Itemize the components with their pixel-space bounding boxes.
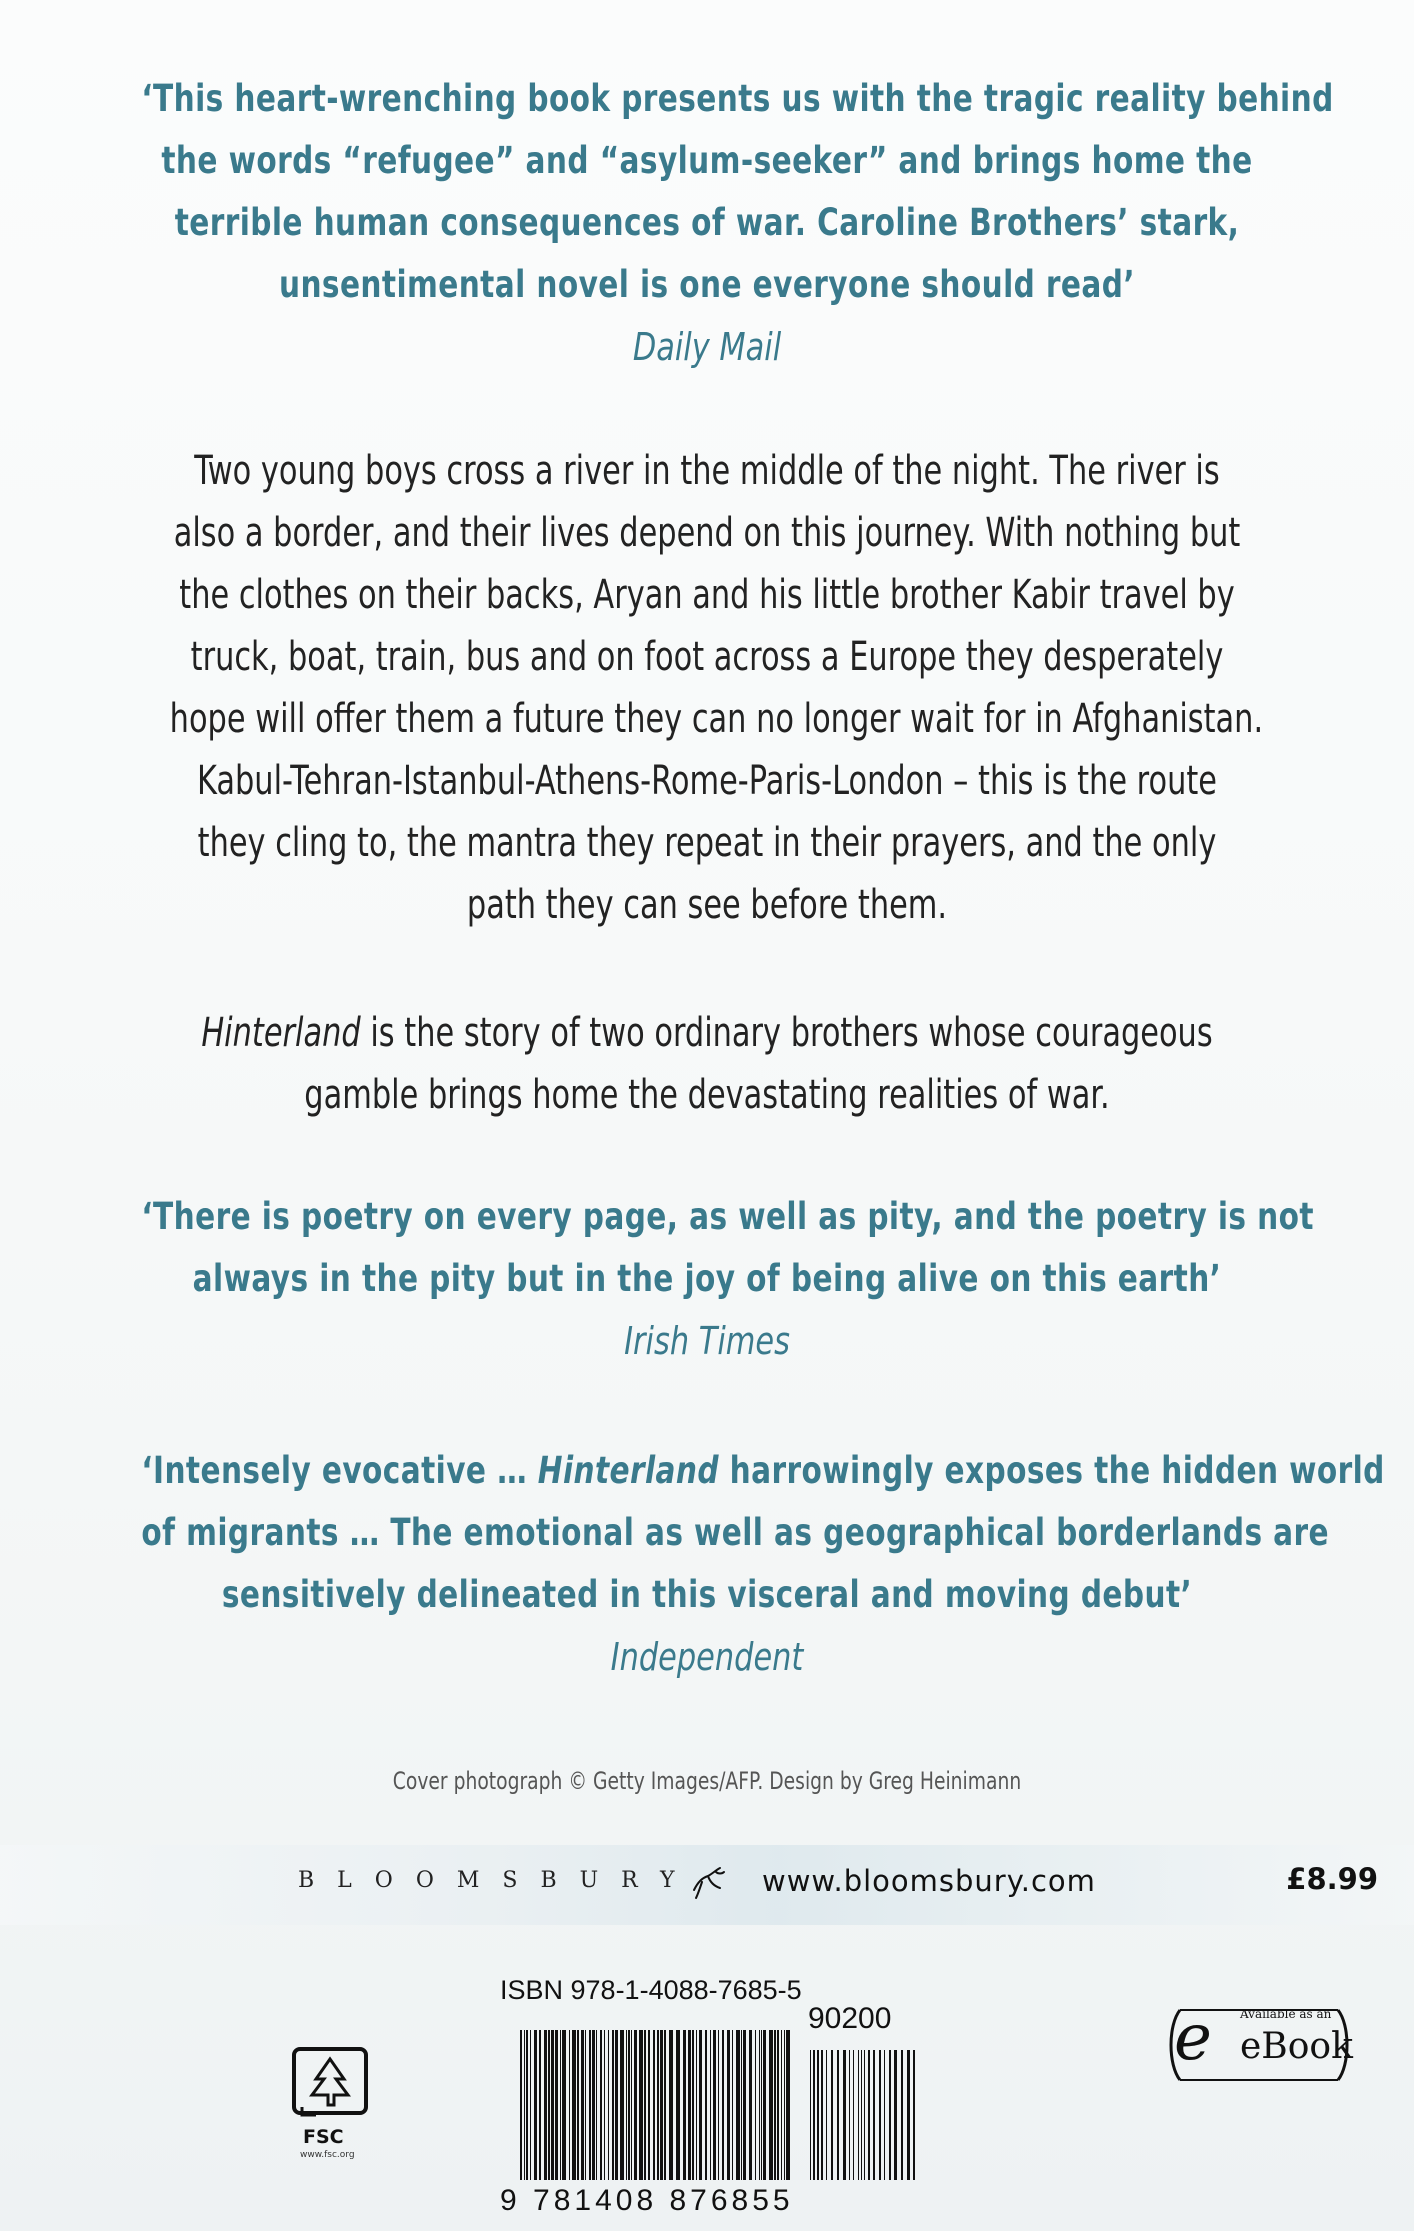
quote-source: Independent bbox=[610, 1635, 804, 1679]
barcode-bar bbox=[544, 2030, 547, 2180]
barcode-bar bbox=[683, 2030, 686, 2180]
barcode-bar bbox=[761, 2030, 762, 2180]
quote-text-part: ‘Intensely evocative … bbox=[141, 1449, 538, 1492]
barcode-bar bbox=[577, 2030, 579, 2180]
quote-independent bbox=[0, 1440, 1414, 1688]
barcode-bar bbox=[718, 2030, 719, 2180]
quote-line: unsentimental novel is one everyone should read’ bbox=[278, 263, 1135, 306]
barcode-bar bbox=[524, 2030, 525, 2180]
book-title: Hinterland bbox=[201, 1010, 361, 1056]
barcode-addon-bar bbox=[913, 2050, 915, 2180]
bloomsbury-dog-icon bbox=[688, 1862, 728, 1902]
barcode bbox=[520, 2010, 920, 2210]
story-paragraph bbox=[0, 1002, 1414, 1126]
book-title: Hinterland bbox=[537, 1449, 719, 1492]
barcode-bar bbox=[555, 2030, 558, 2180]
barcode-addon-bar bbox=[831, 2050, 833, 2180]
barcode-bar bbox=[705, 2030, 707, 2180]
quote-line: ‘There is poetry on every page, as well as pity, and the poetry is not bbox=[141, 1195, 1314, 1238]
blurb-line: path they can see before them. bbox=[466, 882, 948, 928]
barcode-addon-bar bbox=[853, 2050, 854, 2180]
quote-irish-times bbox=[0, 1186, 1414, 1372]
barcode-bar bbox=[639, 2030, 643, 2180]
barcode-bar bbox=[657, 2030, 659, 2180]
story-line: gamble brings home the devastating realities of war. bbox=[304, 1072, 1110, 1118]
barcode-bar bbox=[784, 2030, 785, 2180]
barcode-bar bbox=[551, 2030, 554, 2180]
publisher-website: www.bloomsbury.com bbox=[762, 1864, 1096, 1898]
barcode-addon-bar bbox=[868, 2050, 870, 2180]
barcode-bar bbox=[648, 2030, 650, 2180]
barcode-bar bbox=[669, 2030, 673, 2180]
barcode-addon: 90200 bbox=[808, 2002, 892, 2035]
barcode-addon-bar bbox=[813, 2050, 815, 2180]
cover-credit: Cover photograph © Getty Images/AFP. Design by Greg Heinimann bbox=[392, 1767, 1022, 1795]
barcode-bar bbox=[534, 2030, 537, 2180]
barcode-addon-bar bbox=[894, 2050, 897, 2180]
barcode-addon-bar bbox=[826, 2050, 827, 2180]
barcode-bar bbox=[600, 2030, 602, 2180]
barcode-bar bbox=[562, 2030, 566, 2180]
barcode-bar bbox=[664, 2030, 666, 2180]
quote-text-part: harrowingly exposes the hidden world bbox=[718, 1449, 1385, 1492]
barcode-bar bbox=[560, 2030, 561, 2180]
barcode-bar bbox=[769, 2030, 773, 2180]
ebook-word: eBook bbox=[1240, 2026, 1353, 2067]
barcode-bar bbox=[710, 2030, 711, 2180]
barcode-bar bbox=[732, 2030, 733, 2180]
barcode-addon-bar bbox=[861, 2050, 862, 2180]
barcode-addon-bar bbox=[901, 2050, 903, 2180]
isbn: ISBN 978-1-4088-7685-5 bbox=[500, 1975, 802, 2005]
blurb-line: the clothes on their backs, Aryan and his little brother Kabir travel by bbox=[179, 572, 1235, 618]
barcode-bar bbox=[749, 2030, 752, 2180]
barcode-bar bbox=[781, 2030, 782, 2180]
barcode-bar bbox=[722, 2030, 724, 2180]
fsc-label: FSC bbox=[303, 2126, 344, 2148]
blurb bbox=[0, 440, 1414, 936]
quote-source: Daily Mail bbox=[632, 325, 782, 369]
barcode-bar bbox=[699, 2030, 702, 2180]
barcode-addon-bar bbox=[884, 2050, 885, 2180]
barcode-addon-bar bbox=[821, 2050, 823, 2180]
barcode-bar bbox=[727, 2030, 730, 2180]
barcode-bar bbox=[548, 2030, 550, 2180]
quote-line: always in the pity but in the joy of being alive on this earth’ bbox=[192, 1257, 1222, 1300]
barcode-bar bbox=[676, 2030, 680, 2180]
barcode-addon-bar bbox=[907, 2050, 910, 2180]
blurb-line: Kabul-Tehran-Istanbul-Athens-Rome-Paris-London – this is the route bbox=[196, 758, 1218, 804]
barcode-bar bbox=[763, 2030, 766, 2180]
barcode-bar bbox=[755, 2030, 756, 2180]
barcode-bar bbox=[713, 2030, 716, 2180]
barcode-addon-bar bbox=[843, 2050, 846, 2180]
barcode-addon-bar bbox=[873, 2050, 875, 2180]
barcode-bar bbox=[692, 2030, 694, 2180]
barcode-bar bbox=[569, 2030, 570, 2180]
publisher-name: BLOOMSBURY bbox=[298, 1868, 698, 1893]
barcode-addon-bar bbox=[879, 2050, 881, 2180]
quote-source: Irish Times bbox=[624, 1319, 790, 1363]
barcode-bar bbox=[626, 2030, 627, 2180]
quote-line: terrible human consequences of war. Caroline Brothers’ stark, bbox=[174, 201, 1240, 244]
barcode-bar bbox=[634, 2030, 637, 2180]
ebook-e-letter: e bbox=[1174, 2001, 1212, 2075]
barcode-bar bbox=[585, 2030, 586, 2180]
barcode-bar bbox=[660, 2030, 663, 2180]
barcode-bar bbox=[688, 2030, 691, 2180]
barcode-addon-bar bbox=[858, 2050, 859, 2180]
barcode-bar bbox=[631, 2030, 632, 2180]
quote-line: sensitively delineated in this visceral and moving debut’ bbox=[221, 1573, 1193, 1616]
barcode-bar bbox=[592, 2030, 595, 2180]
barcode-addon-bar bbox=[889, 2050, 891, 2180]
price: £8.99 bbox=[1286, 1862, 1378, 1896]
barcode-addon-bar bbox=[837, 2050, 839, 2180]
barcode-bar bbox=[615, 2030, 618, 2180]
story-line bbox=[170, 1002, 1245, 1064]
barcode-addon-bar bbox=[864, 2050, 865, 2180]
barcode-bar bbox=[620, 2030, 624, 2180]
ebook-available: Available as an bbox=[1240, 2007, 1332, 2021]
barcode-bar bbox=[589, 2030, 591, 2180]
blurb-line: also a border, and their lives depend on this journey. With nothing but bbox=[173, 510, 1241, 556]
fsc-website: www.fsc.org bbox=[300, 2150, 355, 2160]
barcode-bar bbox=[581, 2030, 584, 2180]
quote-line bbox=[141, 1440, 1385, 1502]
barcode-bar bbox=[530, 2030, 531, 2180]
blurb-line: truck, boat, train, bus and on foot across a Europe they desperately bbox=[190, 634, 1224, 680]
barcode-bar bbox=[520, 2030, 522, 2180]
barcode-bar bbox=[741, 2030, 742, 2180]
barcode-addon-bar bbox=[849, 2050, 850, 2180]
barcode-bar bbox=[644, 2030, 646, 2180]
barcode-digits: 9 781408 876855 bbox=[500, 2184, 794, 2217]
quote-line: of migrants … The emotional as well as geographical borderlands are bbox=[141, 1511, 1330, 1554]
barcode-bar bbox=[596, 2030, 597, 2180]
barcode-bar bbox=[612, 2030, 614, 2180]
barcode-bar bbox=[786, 2030, 790, 2180]
barcode-bar bbox=[777, 2030, 779, 2180]
story-text: is the story of two ordinary brothers whose courageous bbox=[360, 1010, 1213, 1056]
barcode-bar bbox=[604, 2030, 605, 2180]
barcode-bar bbox=[696, 2030, 697, 2180]
barcode-bar bbox=[608, 2030, 609, 2180]
barcode-bar bbox=[539, 2030, 541, 2180]
barcode-bar bbox=[736, 2030, 740, 2180]
barcode-bar bbox=[526, 2030, 528, 2180]
barcode-bar bbox=[628, 2030, 630, 2180]
blurb-line: Two young boys cross a river in the middle of the night. The river is bbox=[194, 448, 1220, 494]
quote-daily-mail bbox=[0, 68, 1414, 378]
barcode-bar bbox=[759, 2030, 760, 2180]
barcode-bar bbox=[774, 2030, 776, 2180]
barcode-bar bbox=[653, 2030, 655, 2180]
quote-line: ‘This heart-wrenching book presents us with the tragic reality behind bbox=[141, 77, 1334, 120]
barcode-addon-bar bbox=[817, 2050, 819, 2180]
blurb-line: hope will offer them a future they can no longer wait for in Afghanistan. bbox=[169, 696, 1264, 742]
barcode-addon-bar bbox=[810, 2050, 811, 2180]
barcode-bar bbox=[743, 2030, 746, 2180]
quote-line: the words “refugee” and “asylum-seeker” and brings home the bbox=[161, 139, 1253, 182]
blurb-line: they cling to, the mantra they repeat in their prayers, and the only bbox=[197, 820, 1217, 866]
barcode-bar bbox=[572, 2030, 576, 2180]
